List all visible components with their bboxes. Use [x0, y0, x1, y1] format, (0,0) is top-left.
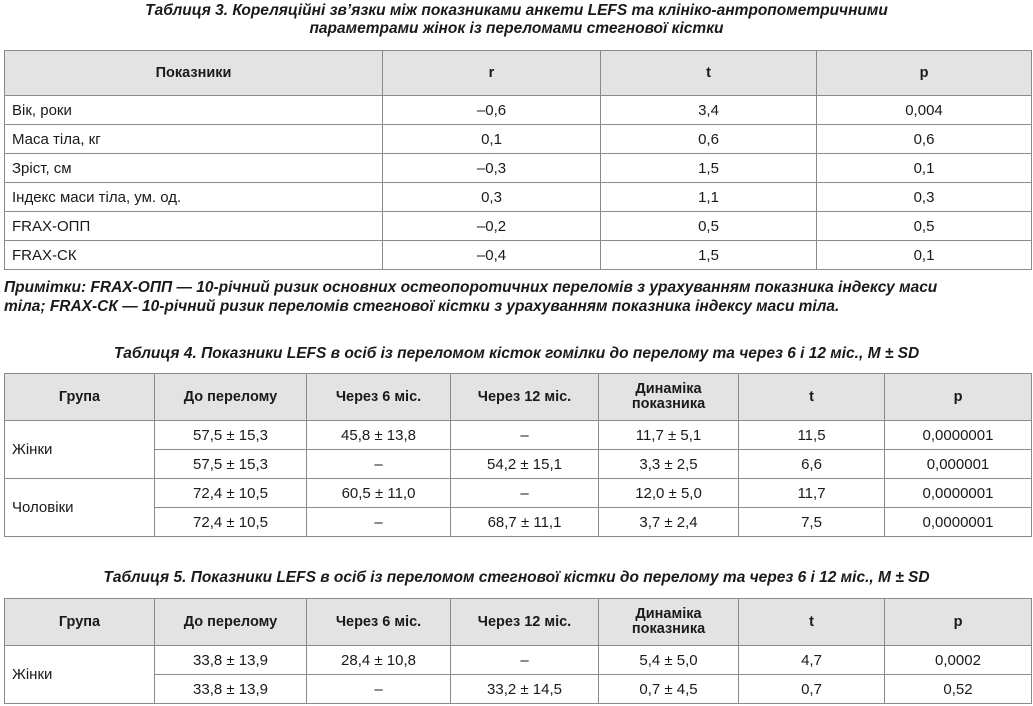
table4-header-p: p [885, 374, 1032, 421]
table3-cell: 1,5 [601, 241, 817, 270]
table3-cell: FRAX-СК [5, 241, 383, 270]
table3-caption [0, 2, 1033, 38]
table-row [5, 183, 1032, 212]
table5-header-12m: Через 12 міс. [451, 599, 599, 646]
table4-group-name: Чоловіки [5, 479, 155, 537]
table5-caption: Таблиця 5. Показники LEFS в осіб із переломом стегнової кістки до перелому та через 6 і 12 міс., M ± SD [103, 569, 930, 586]
table4-cell: 72,4 ± 10,5 [155, 479, 307, 508]
table4-cell: – [307, 508, 451, 537]
table3 [4, 50, 1032, 270]
table5-cell: 4,7 [739, 646, 885, 675]
table4-cell: 0,0000001 [885, 508, 1032, 537]
table5-cell: 5,4 ± 5,0 [599, 646, 739, 675]
table4-cell: 11,7 [739, 479, 885, 508]
table3-cell: FRAX-ОПП [5, 212, 383, 241]
table3-cell: 0,3 [383, 183, 601, 212]
table4-cell: 6,6 [739, 450, 885, 479]
table3-cell: 1,5 [601, 154, 817, 183]
table-row [5, 646, 1032, 675]
table4-cell: 7,5 [739, 508, 885, 537]
table4-cell: 0,000001 [885, 450, 1032, 479]
table3-note-line1: Примітки: FRAX-ОПП — 10-річний ризик основних остеопоротичних переломів з урахуванням показника індексу маси [4, 279, 938, 296]
table4-cell: 0,0000001 [885, 479, 1032, 508]
table3-caption-line2: параметрами жінок із переломами стегнової кістки [309, 20, 724, 37]
table3-cell: 0,3 [817, 183, 1032, 212]
table4-cell: – [451, 421, 599, 450]
table4-cell: 72,4 ± 10,5 [155, 508, 307, 537]
table5-cell: 28,4 ± 10,8 [307, 646, 451, 675]
table3-cell: –0,3 [383, 154, 601, 183]
table3-note [4, 278, 1029, 316]
table4-header-12m: Через 12 міс. [451, 374, 599, 421]
table3-cell: 0,6 [601, 125, 817, 154]
table-row [5, 96, 1032, 125]
table3-cell: –0,6 [383, 96, 601, 125]
table5-header-before: До перелому [155, 599, 307, 646]
table4-cell: 3,3 ± 2,5 [599, 450, 739, 479]
table-row [5, 154, 1032, 183]
table4-header-dynamics: Динаміка показника [599, 374, 739, 421]
table3-cell: Вік, роки [5, 96, 383, 125]
table4-cell: 11,7 ± 5,1 [599, 421, 739, 450]
table5-header-6m: Через 6 міс. [307, 599, 451, 646]
table-row [5, 421, 1032, 450]
table3-cell: 0,6 [817, 125, 1032, 154]
table3-cell: 1,1 [601, 183, 817, 212]
table3-caption-line1: Таблиця 3. Кореляційні зв’язки між показниками анкети LEFS та клініко-антропометричними [145, 2, 888, 19]
table3-note-line2: тіла; FRAX-СК — 10-річний ризик переломів стегнової кістки з урахуванням показника індексу маси тіла. [4, 298, 840, 315]
table5-cell: – [307, 675, 451, 704]
table-row [5, 212, 1032, 241]
table3-cell: 3,4 [601, 96, 817, 125]
table4-cell: 11,5 [739, 421, 885, 450]
table4-group-name: Жінки [5, 421, 155, 479]
table-row [5, 675, 1032, 704]
table4-header-group: Група [5, 374, 155, 421]
table4-cell: 54,2 ± 15,1 [451, 450, 599, 479]
table5-cell: 33,2 ± 14,5 [451, 675, 599, 704]
table5-header-group: Група [5, 599, 155, 646]
table3-cell: 0,1 [817, 154, 1032, 183]
table5 [4, 598, 1032, 704]
table3-header-t: t [601, 51, 817, 96]
table5-cell: 0,7 ± 4,5 [599, 675, 739, 704]
table4-header-t: t [739, 374, 885, 421]
table5-header-t: t [739, 599, 885, 646]
table4-header-before: До перелому [155, 374, 307, 421]
table5-cell: – [451, 646, 599, 675]
table3-cell: Індекс маси тіла, ум. од. [5, 183, 383, 212]
table4-cell: – [307, 450, 451, 479]
table4-header-row [5, 374, 1032, 421]
table4-cell: 57,5 ± 15,3 [155, 421, 307, 450]
table-row [5, 508, 1032, 537]
table4-cell: 57,5 ± 15,3 [155, 450, 307, 479]
table4-cell: 12,0 ± 5,0 [599, 479, 739, 508]
table3-cell: –0,4 [383, 241, 601, 270]
table5-cell: 33,8 ± 13,9 [155, 675, 307, 704]
table5-cell: 33,8 ± 13,9 [155, 646, 307, 675]
table3-cell: 0,004 [817, 96, 1032, 125]
table3-cell: Зріст, см [5, 154, 383, 183]
table-row [5, 479, 1032, 508]
table3-cell: 0,1 [817, 241, 1032, 270]
table5-header-p: p [885, 599, 1032, 646]
table3-header-p: p [817, 51, 1032, 96]
table5-group-name: Жінки [5, 646, 155, 704]
table-row [5, 125, 1032, 154]
table3-cell: 0,5 [601, 212, 817, 241]
table4-cell: 45,8 ± 13,8 [307, 421, 451, 450]
table3-cell: 0,5 [817, 212, 1032, 241]
table-row [5, 241, 1032, 270]
table5-cell: 0,0002 [885, 646, 1032, 675]
table4-header-6m: Через 6 міс. [307, 374, 451, 421]
table4-cell: 68,7 ± 11,1 [451, 508, 599, 537]
table4-cell: 3,7 ± 2,4 [599, 508, 739, 537]
table4-cell: 60,5 ± 11,0 [307, 479, 451, 508]
table-row [5, 450, 1032, 479]
table5-header-dynamics: Динаміка показника [599, 599, 739, 646]
table4 [4, 373, 1032, 537]
table3-header-r: r [383, 51, 601, 96]
table3-cell: Маса тіла, кг [5, 125, 383, 154]
table4-caption: Таблиця 4. Показники LEFS в осіб із переломом кісток гомілки до перелому та через 6 і 12 міс., M ± SD [113, 345, 920, 362]
table5-header-row [5, 599, 1032, 646]
table3-header-indicator: Показники [5, 51, 383, 96]
table5-cell: 0,52 [885, 675, 1032, 704]
table3-header-row [5, 51, 1032, 96]
table4-cell: 0,0000001 [885, 421, 1032, 450]
table4-cell: – [451, 479, 599, 508]
table5-cell: 0,7 [739, 675, 885, 704]
table3-cell: –0,2 [383, 212, 601, 241]
table3-cell: 0,1 [383, 125, 601, 154]
